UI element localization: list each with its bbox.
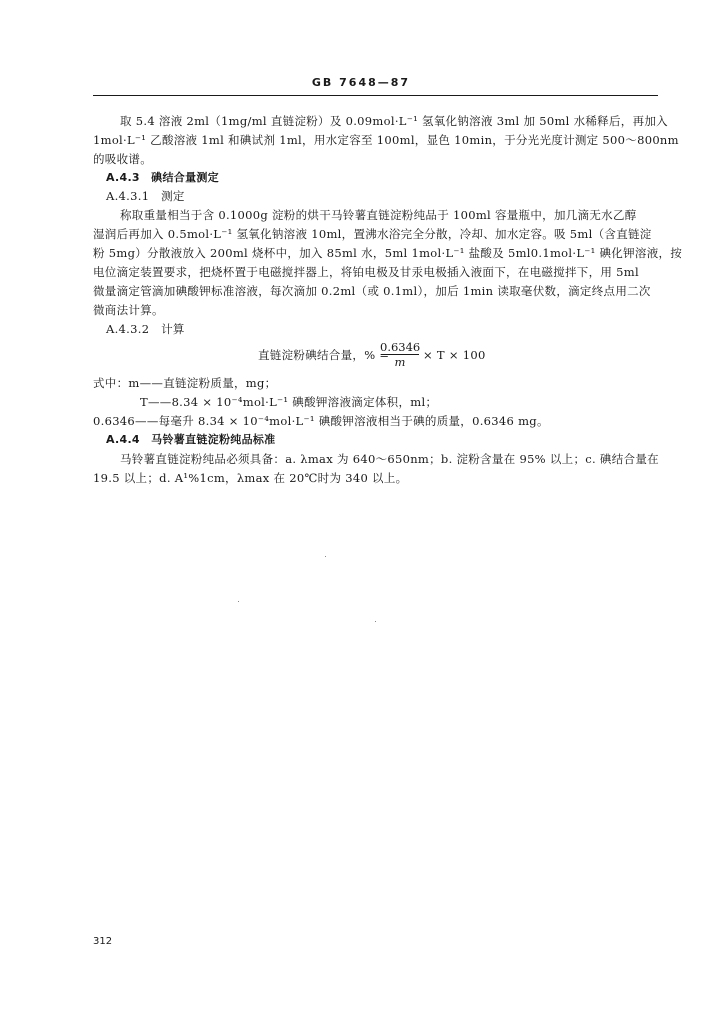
page-number: 312 [93, 936, 113, 947]
paragraph-2-line-4: 电位滴定装置要求，把烧杯置于电磁搅拌器上，将铂电极及甘汞电极插入液面下，在电磁搅拌下，用 5ml [93, 265, 639, 279]
paragraph-3-line-1: 马铃薯直链淀粉纯品必须具备：a. λmax 为 640～650nm；b. 淀粉含量在 95% 以上；c. 碘结合量在 [120, 452, 659, 466]
paragraph-2-line-2: 湿润后再加入 0.5mol·L⁻¹ 氢氧化钠溶液 10ml，置沸水浴完全分散，冷却、加水定容。吸 5ml（含直链淀 [93, 227, 652, 241]
section-heading-a43: A.4.3 碘结合量测定 [106, 171, 219, 184]
definition-constant: 0.6346——每毫升 8.34 × 10⁻⁴mol·L⁻¹ 碘酸钾溶液相当于碘的质量，0.6346 mg。 [93, 414, 549, 428]
standard-code-header: GB 7648—87 [311, 76, 411, 89]
scan-speck [325, 556, 326, 557]
paragraph-2-line-6: 微商法计算。 [93, 303, 164, 317]
paragraph-2-line-1: 称取重量相当于含 0.1000g 淀粉的烘干马铃薯直链淀粉纯品于 100ml 容量瓶中，加几滴无水乙醇 [120, 208, 637, 222]
paragraph-1-line-1: 取 5.4 溶液 2ml（1mg/ml 直链淀粉）及 0.09mol·L⁻¹ 氢氧化钠溶液 3ml 加 50ml 水稀释后，再加入 [120, 114, 668, 128]
definition-m: 式中：m——直链淀粉质量，mg； [93, 376, 277, 390]
paragraph-2-line-5: 微量滴定管滴加碘酸钾标准溶液，每次滴加 0.2ml（或 0.1ml），加后 1min 读取毫伏数，滴定终点用二次 [93, 284, 651, 298]
section-heading-a431: A.4.3.1 测定 [106, 189, 185, 203]
header-rule [93, 95, 658, 96]
formula-numerator: 0.6346 [380, 340, 421, 354]
formula-denominator: m [394, 355, 406, 369]
paragraph-3-line-2: 19.5 以上；d. A¹%1cm，λmax 在 20℃时为 340 以上。 [93, 471, 408, 485]
formula-rhs: × T × 100 [423, 348, 486, 362]
section-heading-a432: A.4.3.2 计算 [106, 322, 185, 336]
definition-t: T——8.34 × 10⁻⁴mol·L⁻¹ 碘酸钾溶液滴定体积，ml； [140, 395, 438, 409]
formula-fraction [380, 340, 420, 369]
scan-speck [375, 621, 376, 622]
scan-speck [238, 601, 239, 602]
formula-lhs: 直链淀粉碘结合量，% = [258, 348, 390, 362]
paragraph-2-line-3: 粉 5mg）分散液放入 200ml 烧杯中，加入 85ml 水，5ml 1mol·L⁻¹ 盐酸及 5ml0.1mol·L⁻¹ 碘化钾溶液，按 [93, 246, 683, 260]
paragraph-1-line-2: 1mol·L⁻¹ 乙酸溶液 1ml 和碘试剂 1ml，用水定容至 100ml，显色 10min，于分光光度计测定 500～800nm [93, 133, 679, 147]
paragraph-1-line-3: 的吸收谱。 [93, 152, 152, 166]
section-heading-a44: A.4.4 马铃薯直链淀粉纯品标准 [106, 433, 276, 446]
